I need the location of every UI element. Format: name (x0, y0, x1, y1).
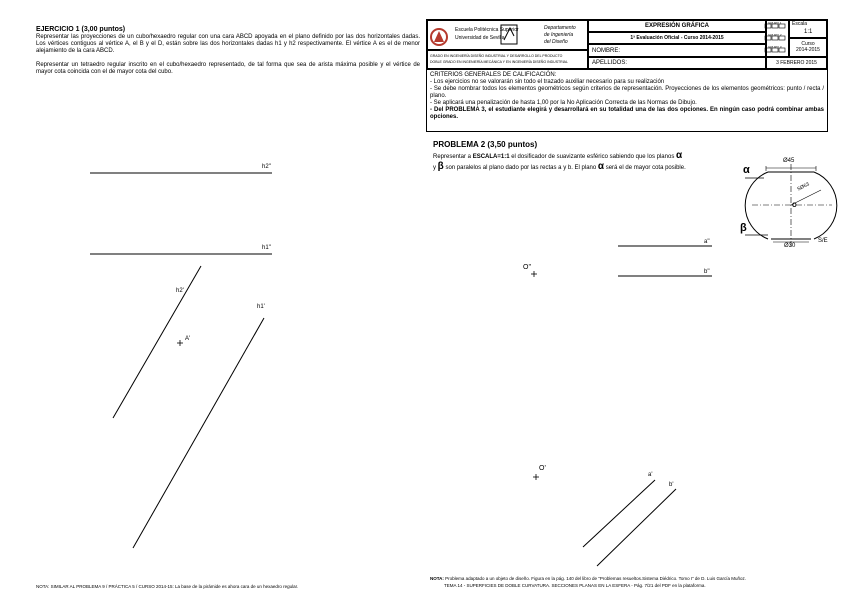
label-h1-horizontal: h1' (257, 304, 265, 310)
dispenser-figure (745, 164, 837, 248)
title-block (426, 19, 828, 69)
point-o1-marker (533, 474, 539, 480)
course-value: 2014-2015 (796, 47, 820, 53)
scale-label: Escala (792, 21, 808, 27)
label-o-horizontal: O' (539, 465, 546, 472)
criteria-item-2: - Se debe nombrar todos los elementos geométricos según criterios de representación. Proyecciones de los elementos geométricos: punto / recta / plano. (430, 86, 824, 99)
p2-text-e: será el de mayor cota posible. (604, 165, 686, 171)
group-1-label: GRUPO 1 (768, 21, 782, 25)
line-a-horizontal-projection (583, 480, 655, 547)
line-h2-horizontal-projection (113, 266, 201, 418)
apellidos-field[interactable]: APELLIDOS: (588, 57, 766, 69)
department-line-1: Departamento (544, 25, 576, 31)
p2-alpha: α (676, 150, 683, 161)
label-o-vertical: O'' (523, 264, 532, 271)
department-line-2: de Ingeniería (544, 32, 574, 38)
label-a-horizontal: a' (648, 472, 653, 478)
label-a-vertical: a'' (704, 239, 710, 245)
point-a-marker (177, 340, 183, 346)
p2-text-a: Representar a (433, 154, 473, 160)
line-b-horizontal-projection (597, 489, 676, 566)
dim-sphere-63: SØ63 (796, 181, 811, 193)
group-cell (766, 20, 789, 57)
ej1-paragraph-2: Representar un tetraedro regular inscrito en el cubo/hexaedro representado, de tal forma que sea de arista máxima posible y el vértice de mayor cota coincida con el de mayor cota del cubo. (36, 62, 420, 75)
fig-scale-note: S/E (818, 238, 828, 244)
fig-center-o: O (792, 203, 797, 209)
dim-diameter-30: Ø30 (784, 243, 796, 249)
p2-text-d: son paralelos al plano dado por las rectas a y b. El plano (443, 165, 598, 171)
exam-date: 3 FEBRERO 2015 (766, 57, 827, 69)
criteria-box (426, 69, 828, 132)
course-label: Curso (801, 41, 815, 47)
degree-cell (427, 50, 588, 69)
criteria-title: CRITERIOS GENERALES DE CALIFICACIÓN: (430, 72, 557, 78)
fig-beta: β (740, 222, 747, 234)
group-3-label: GRUPO 3 (768, 45, 782, 49)
ej1-title: EJERCICIO 1 (3,00 puntos) (36, 26, 126, 33)
p2-text-c: y (433, 165, 438, 171)
label-h2-vertical: h2'' (262, 164, 271, 170)
criteria-item-4: - Del PROBLEMA 3, el estudiante elegirá y desarrollará en su totalidad una de las dos opciones. En ningún caso podrá combinar ambas opciones. (430, 107, 824, 120)
label-h1-vertical: h1'' (262, 245, 271, 251)
dim-diameter-45: Ø45 (783, 158, 795, 164)
p2-alpha-2: α (597, 161, 605, 172)
p2-scale: ESCALA=1:1 (472, 154, 510, 160)
nombre-field[interactable]: NOMBRE: (588, 44, 766, 57)
degree-line-1: GRADO EN INGENIERÍA DISEÑO INDUSTRIAL Y DESARROLLO DEL PRODUCTO (430, 54, 563, 58)
exam-title: 1ª Evaluación Oficial - Curso 2014-2015 (588, 32, 766, 44)
criteria-item-1: - Los ejercicios no se valorarán sin todo el trazado auxiliar necesario para su realización (430, 79, 665, 85)
p2-statement (433, 151, 733, 173)
line-h1-horizontal-projection (133, 318, 264, 548)
p2-beta: β (437, 161, 444, 172)
criteria-item-3: - Se aplicará una penalización de hasta 1,00 por la No Aplicación Correcta de las Normas de Dibujo. (430, 100, 697, 106)
label-h2-horizontal: h2' (176, 288, 184, 294)
department-line-3: del Diseño (544, 39, 568, 45)
scale-value: 1:1 (804, 29, 813, 35)
p2-note-bold: NOTA: (430, 576, 444, 581)
point-o2-marker (531, 271, 537, 277)
p2-note-line-2: TEMA 14 - SUPERFICIES DE DOBLE CURVATURA. SECCIONES PLANAS EN LA ESFERA - Pág. 7/21 del PDF en la plataforma. (444, 583, 706, 588)
ej1-note: NOTA: SIMILAR AL PROBLEMA 9 / PRÁCTICA 5 / CURSO 2014-15: La base de la pirámide es ahora cara de un hexaedro regular. (36, 584, 299, 589)
label-b-vertical: b'' (704, 269, 710, 275)
fig-alpha: α (743, 164, 750, 176)
label-point-a: A' (185, 336, 191, 342)
p2-title: PROBLEMA 2 (3,50 puntos) (433, 140, 538, 149)
course-cell (789, 38, 827, 57)
p2-note-text: Problema adaptado a un objeto de diseño. Figura en la pág. 140 del libro de "Problemas resueltos.Sistema Diédrico. Tomo I" de D. Luis García Muñoz. (443, 576, 746, 581)
group-2-label: GRUPO 2 (768, 33, 782, 37)
label-b-horizontal: b' (669, 482, 674, 488)
school-name-line-2: Universidad de Sevilla (455, 35, 505, 41)
degree-line-2: DOBLE GRADO EN INGENIERÍA MECÁNICA Y EN INGENIERÍA DISEÑO INDUSTRIAL (430, 60, 568, 64)
scale-cell (789, 20, 827, 38)
p2-note-line-1 (430, 576, 830, 581)
school-name-line-1: Escuela Politécnica Superior (455, 27, 519, 33)
p2-text-b: el dosificador de suavizante esférico sabiendo que los planos (509, 154, 676, 160)
school-cell (427, 20, 588, 50)
subject-title: EXPRESIÓN GRÁFICA (588, 20, 766, 32)
ej1-paragraph-1: Representar las proyecciones de un cubo/hexaedro regular con una cara ABCD apoyada en el plano definido por las dos horizontales dadas. Los vértices contiguos al vértice A, el B y el D, están sobre las dos horizontales dadas h1 y h2 respectivamente. El vértice A es el de menor alejamiento de la cara ABCD. (36, 34, 420, 54)
